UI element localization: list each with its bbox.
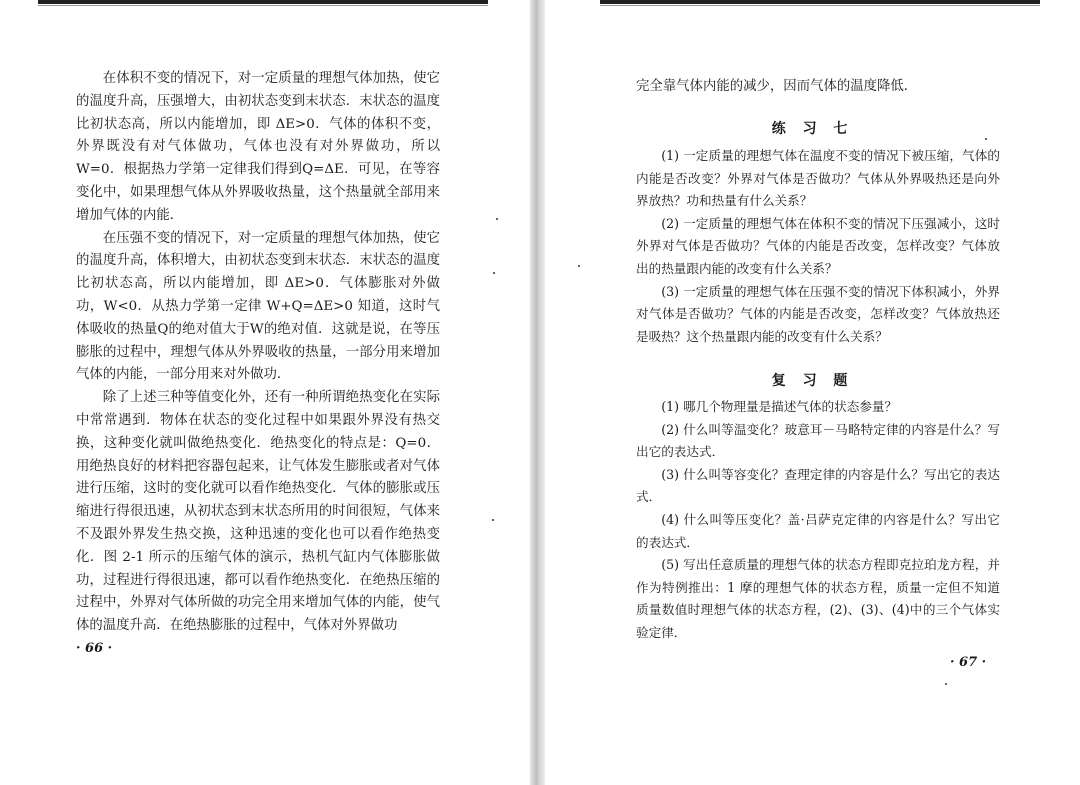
exercise-item: (3) 一定质量的理想气体在压强不变的情况下体积减小，外界对气体是否做功？气体的内能是否改变，怎样改变？气体放热还是吸热？这个热量跟内能的改变有什么关系？ — [636, 283, 1000, 344]
left-page-top-thin-rule — [38, 5, 488, 6]
review-item: (1) 哪几个物理量是描述气体的状态参量？ — [661, 399, 898, 414]
review-item: (2) 什么叫等温变化？玻意耳－马略特定律的内容是什么？写出它的表达式． — [636, 421, 1000, 460]
scan-speck — [492, 519, 494, 521]
scan-speck — [496, 218, 498, 220]
left-page-top-rule — [38, 0, 488, 4]
right-page-number: · 67 · — [950, 655, 987, 670]
left-paragraph-2: 在压强不变的情况下，对一定质量的理想气体加热，使它的温度升高，体积增大，由初状态变到末状态．末状态的温度比初状态高，所以内能增加，即 ΔE>0．气体膨胀对外做功，W<0．从热力学第一定律 W+Q=ΔE>0 知道，这时气体吸收的热量Q的绝对值大于W的绝对值．这就是说，在等压膨胀的过程中，理想气体从外界吸收的热量，一部分用来增加气体的内能，一部分用来对外做功． — [76, 230, 440, 383]
review-item: (4) 什么叫等压变化？盖·吕萨克定律的内容是什么？写出它的表达式． — [636, 511, 1000, 550]
exercise-item: (1) 一定质量的理想气体在温度不变的情况下被压缩，气体的内能是否改变？外界对气体是否做功？气体从外界吸热还是向外界放热？功和热量有什么关系？ — [636, 148, 1000, 209]
right-continuation-text: 完全靠气体内能的减少，因而气体的温度降低． — [636, 79, 918, 94]
exercise-item: (2) 一定质量的理想气体在体积不变的情况下压强减小，这时外界对气体是否做功？气体的内能是否改变，怎样改变？气体放出的热量跟内能的改变有什么关系？ — [636, 215, 1000, 276]
right-page-top-thin-rule — [600, 5, 1040, 6]
exercise-list — [636, 145, 1000, 348]
scan-speck — [493, 272, 495, 274]
review-heading: 复习题 — [771, 373, 865, 389]
review-list — [636, 396, 1000, 645]
left-paragraph-3: 除了上述三种等值变化外，还有一种所谓绝热变化在实际中常常遇到．物体在状态的变化过程中如果跟外界没有热交换，这种变化就叫做绝热变化．绝热变化的特点是：Q=0．用绝热良好的材料把容器包起来，让气体发生膨胀或者对气体进行压缩，这时的变化就可以看作绝热变化．气体的膨胀或压缩进行得很迅速，从初状态到末状态所用的时间很短，气体来不及跟外界发生热交换，这种迅速的变化也可以看作绝热变化．图 2-1 所示的压缩气体的演示，热机气缸内气体膨胀做功，过程进行得很迅速，都可以看作绝热变化．在绝热压缩的过程中，外界对气体所做的功完全用来增加气体的内能，使气体的温度升高．在绝热膨胀的过程中，气体对外界做功 — [76, 390, 440, 634]
right-page-top-rule — [600, 0, 1040, 4]
scan-speck — [985, 138, 987, 140]
scan-speck — [945, 683, 947, 685]
scan-speck — [578, 265, 580, 267]
book-gutter — [530, 0, 545, 785]
right-page-continuation-block — [636, 76, 1000, 99]
left-paragraph-1: 在体积不变的情况下，对一定质量的理想气体加热，使它的温度升高，压强增大，由初状态变到末状态．末状态的温度比初状态高，所以内能增加，即 ΔE>0．气体的体积不变，外界既没有对气体做功，气体也没有对外界做功，所以 W=0．根据热力学第一定律我们得到Q=ΔE．可见，在等容变化中，如果理想气体从外界吸收热量，这个热量就全部用来增加气体的内能． — [76, 71, 440, 223]
review-item: (3) 什么叫等容变化？查理定律的内容是什么？写出它的表达式． — [636, 466, 1000, 505]
review-item: (5) 写出任意质量的理想气体的状态方程即克拉珀龙方程，并作为特例推出：1 摩的理想气体的状态方程，质量一定但不知道质量数值时理想气体的状态方程，(2)、(3)、(4)中的三个气体实验定律． — [636, 557, 1000, 640]
exercise-heading: 练习七 — [771, 121, 865, 137]
left-page-body — [76, 68, 440, 638]
left-page-number: · 66 · — [76, 641, 113, 656]
